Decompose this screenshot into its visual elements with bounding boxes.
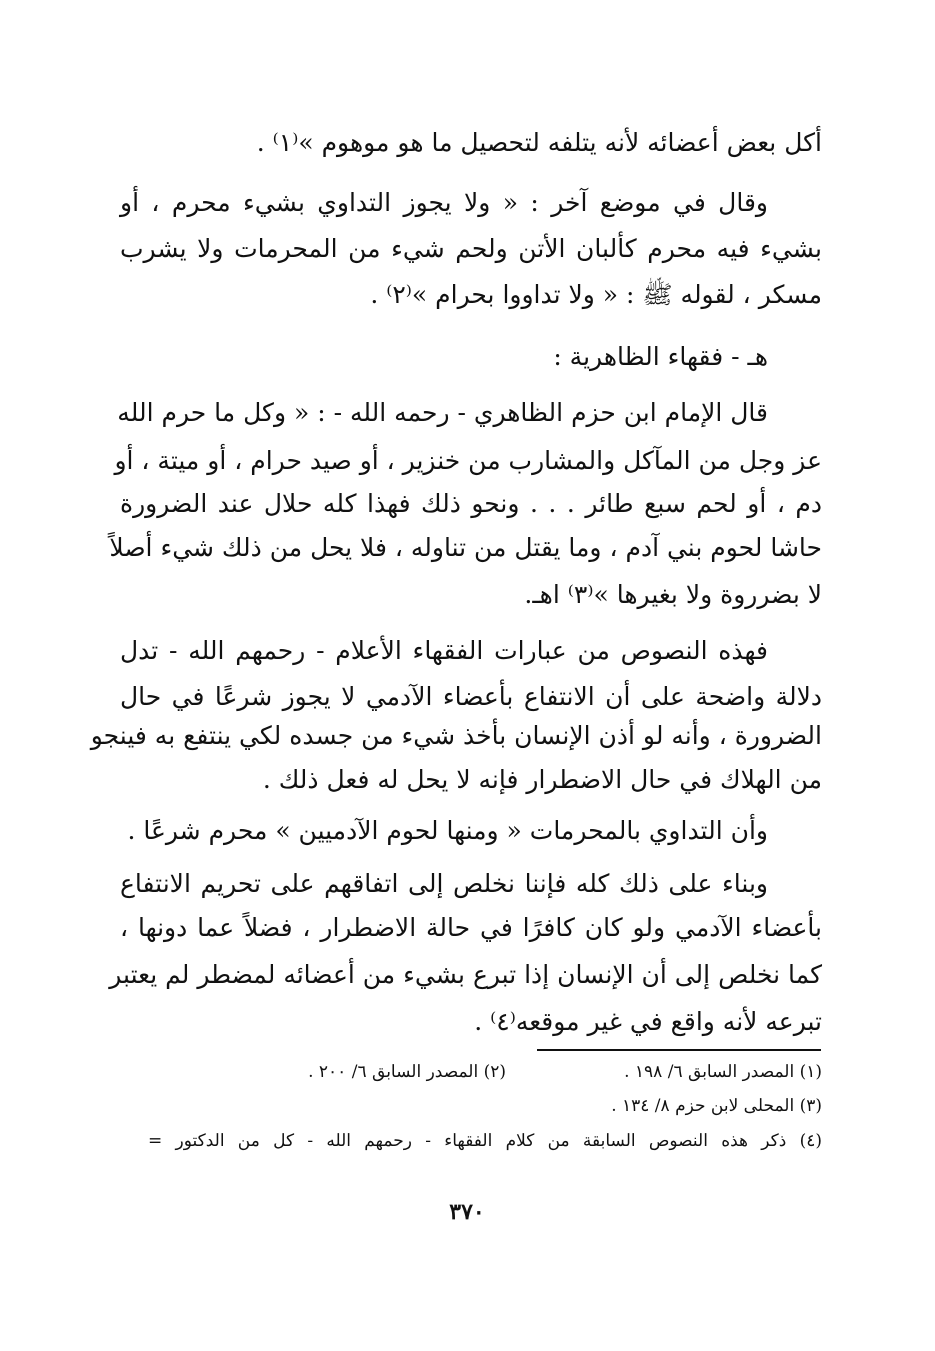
footnote-divider (537, 1049, 821, 1051)
text-line: بشيء فيه محرم كألبان الأتن ولحم شيء من المحرمات ولا يشرب (120, 234, 822, 263)
text-line: دلالة واضحة على أن الانتفاع بأعضاء الآدمي لا يجوز شرعًا في حال (120, 682, 822, 711)
text-line: بأعضاء الآدمي ولو كان كافرًا في حالة الاضطرار ، فضلاً عما دونها ، (120, 913, 822, 942)
text-line: مسكر ، لقوله ﷺ : « ولا تداووا بحرام »⁽٢⁾ . (370, 280, 822, 309)
text-line: كما نخلص إلى أن الإنسان إذا تبرع بشيء من أعضائه لمضطر لم يعتبر (109, 960, 822, 989)
text-line: فهذه النصوص من عبارات الفقهاء الأعلام - رحمهم الله - تدل (120, 636, 768, 665)
footnote-4: (٤) ذكر هذه النصوص السابقة من كلام الفقهاء - رحمهم الله - كل من الدكتور = (148, 1131, 822, 1151)
text-line: قال الإمام ابن حزم الظاهري - رحمه الله - : « وكل ما حرم الله (117, 398, 768, 427)
footnote-3: (٣) المحلى لابن حزم ٨/ ١٣٤ . (611, 1096, 822, 1116)
text-line: من الهلاك في حال الاضطرار فإنه لا يحل له فعل ذلك . (262, 765, 822, 794)
text-line: الضرورة ، وأنه لو أذن الإنسان بأخذ شيء من جسده لكي ينتفع به فينجو (90, 721, 822, 750)
text-line: وبناء على ذلك كله فإننا نخلص إلى اتفاقهم على تحريم الانتفاع (120, 869, 768, 898)
page-number: ٣٧٠ (449, 1199, 485, 1225)
text-line: أكل بعض أعضائه لأنه يتلفه لتحصيل ما هو موهوم »⁽١⁾ . (256, 128, 822, 157)
text-line: تبرعه لأنه واقع في غير موقعه⁽٤⁾ . (474, 1007, 822, 1036)
text-line: وقال في موضع آخر : « ولا يجوز التداوي بشيء محرم ، أو (120, 188, 768, 217)
footnote-2: (٢) المصدر السابق ٦/ ٢٠٠ . (308, 1062, 506, 1082)
text-line: حاشا لحوم بني آدم ، وما يقتل من تناوله ، فلا يحل من ذلك شيء أصلاً (109, 533, 822, 562)
text-line: وأن التداوي بالمحرمات « ومنها لحوم الآدميين » محرم شرعًا . (127, 816, 768, 845)
text-line: دم ، أو لحم سبع طائر . . . ونحو ذلك فهذا كله حلال عند الضرورة (120, 489, 822, 518)
text-line: لا بضرروة ولا بغيرها »⁽٣⁾ اهـ. (524, 580, 822, 609)
text-line: عز وجل من المآكل والمشارب من خنزير ، أو صيد حرام ، أو ميتة ، أو (114, 446, 822, 475)
section-heading: هـ - فقهاء الظاهرية : (553, 342, 768, 371)
footnote-1: (١) المصدر السابق ٦/ ١٩٨ . (624, 1062, 822, 1082)
